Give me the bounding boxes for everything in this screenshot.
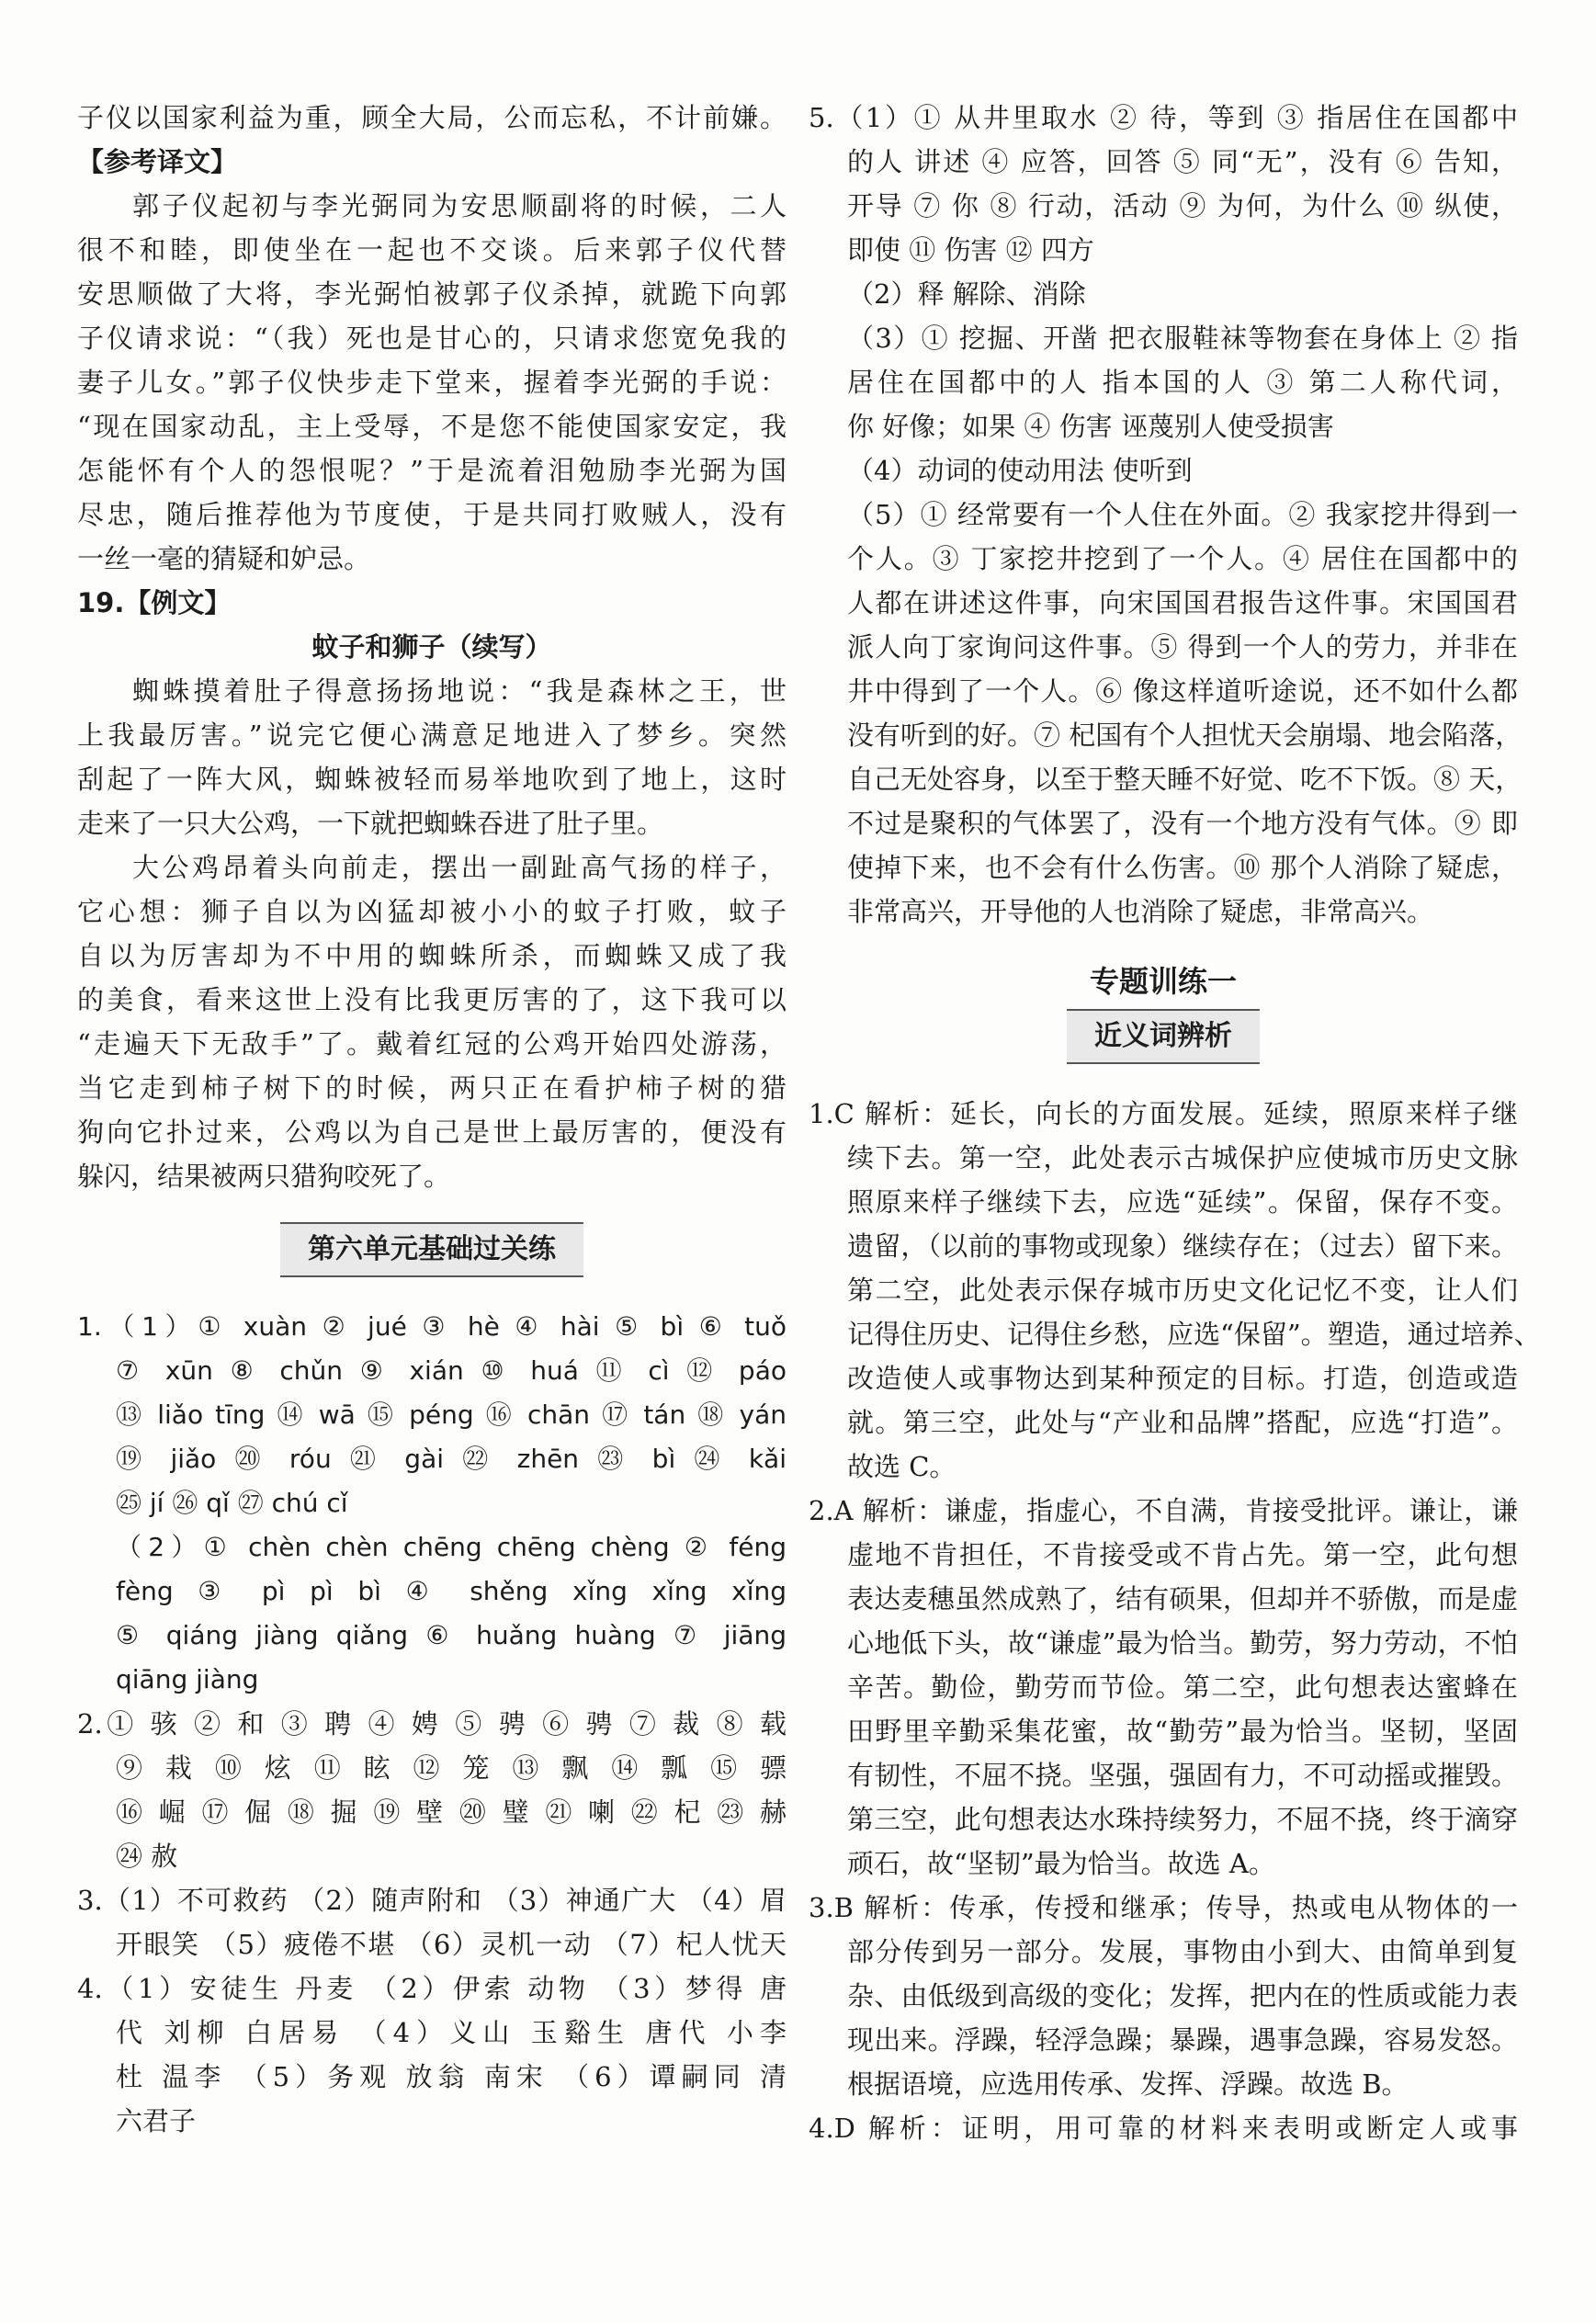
topic-title: 专题训练一: [1089, 964, 1237, 999]
text-line: 它心想：狮子自以为凶猛却被小小的蚊子打败，蚊子: [77, 896, 787, 927]
pinyin-line: ⑲ jiǎo ⑳ róu ㉑ gài ㉒ zhēn ㉓ bì ㉔ kǎi: [116, 1444, 787, 1474]
char-line: ⑨ 栽 ⑩ 炫 ⑪ 眩 ⑫ 笼 ⑬ 飘 ⑭ 瓢 ⑮ 骠: [116, 1752, 787, 1784]
pinyin-line: ⑤ qiáng jiàng qiǎng ⑥ huǎng huàng ⑦ jiāng: [116, 1620, 787, 1650]
answer-line: 部分传到另一部分。发展，事物由小到大、由简单到复: [847, 1936, 1518, 1967]
answer-line: 心地低下头，故“谦虚”最为恰当。勤劳，努力劳动，不怕: [847, 1627, 1518, 1659]
text-line: “走遍天下无敌手”了。戴着红冠的公鸡开始四处游荡，: [77, 1028, 787, 1060]
text-line: 居住在国都中的人 指本国的人 ③ 第二人称代词，: [847, 367, 1518, 398]
text-line: “现在国家动乱，主上受辱，不是您不能使国家安定，我: [77, 411, 787, 442]
essay-title: 蚊子和狮子（续写）: [311, 631, 552, 663]
text-line: 安思顺做了大将，李光弼怕被郭子仪杀掉，就跪下向郭: [77, 278, 787, 310]
text-line: 派人向丁家询问这件事。⑤ 得到一个人的劳力，并非在: [847, 631, 1518, 663]
answer-line: 第三空，此句想表达水珠持续努力，不屈不挠，终于滴穿: [847, 1804, 1518, 1835]
text-line: 的美食，看来这世上没有比我更厉害的了，这下我可以: [77, 984, 787, 1015]
text-line: 一丝一毫的猜疑和妒忌。: [77, 543, 371, 574]
answer-line: 续下去。第一空，此处表示古城保护应使城市历史文脉: [847, 1142, 1518, 1173]
answer-line: 记得住历史、记得住乡愁，应选“保留”。塑造，通过培养、: [847, 1319, 1541, 1350]
answer-line: 第二空，此处表示保存城市历史文化记忆不变，让人们: [847, 1275, 1518, 1306]
text-line: 自己无处容身，以至于整天睡不好觉、吃不下饭。⑧ 天，: [847, 764, 1522, 795]
topic-subtitle-header: [809, 1009, 1518, 1068]
text-line: 没有听到的好。⑦ 杞国有个人担忧天会崩塌、地会陷落，: [847, 720, 1522, 751]
text-line: 子仪以国家利益为重，顾全大局，公而忘私，不计前嫌。: [77, 102, 787, 133]
answer-line: 1.C 解析：延长，向长的方面发展。延续，照原来样子继: [809, 1098, 1518, 1129]
pinyin-line: qiāng jiàng: [116, 1664, 259, 1694]
text-line: 人都在讲述这件事，向宋国国君报告这件事。宋国国君: [847, 587, 1518, 618]
left-column: [77, 96, 787, 2143]
text-line: 使掉下来，也不会有什么伤害。⑩ 那个人消除了疑虑，: [847, 852, 1518, 883]
answer-line: 4.D 解析：证明，用可靠的材料来表明或断定人或事: [809, 2113, 1518, 2144]
text-line: （3）① 挖掘、开凿 把衣服鞋袜等物套在身体上 ② 指: [847, 323, 1518, 354]
unit-six-section-header: [77, 1222, 787, 1281]
pinyin-line: （2）① chèn chèn chēng chēng chèng ② féng: [116, 1532, 787, 1562]
answer-line: 改造使人或事物达到某种预定的目标。打造，创造或造: [847, 1363, 1518, 1394]
author-line: 六君子: [116, 2105, 197, 2136]
author-line: 4.（1）安徒生 丹麦 （2）伊索 动物 （3）梦得 唐: [77, 1973, 787, 2004]
unit-title: 第六单元基础过关练: [280, 1222, 583, 1277]
text-line: （4）动词的使动用法 使听到: [847, 455, 1193, 486]
text-line: 很不和睦，即使坐在一起也不交谈。后来郭子仪代替: [77, 234, 787, 266]
answer-line: 就。第三空，此处与“产业和品牌”搭配，应选“打造”。: [847, 1407, 1518, 1438]
answer-line: 根据语境，应选用传承、发挥、浮躁。故选 B。: [847, 2068, 1409, 2100]
text-line: 自以为厉害却为不中用的蜘蛛所杀，而蜘蛛又成了我: [77, 940, 787, 971]
pinyin-line: ㉕ jí ㉖ qǐ ㉗ chú cǐ: [116, 1488, 348, 1518]
answer-line: 故选 C。: [847, 1451, 956, 1482]
text-line: 躲闪，结果被两只猎狗咬死了。: [77, 1161, 451, 1192]
text-line: 怎能怀有个人的怨恨呢？”于是流着泪勉励李光弼为国: [77, 455, 787, 486]
answer-line: 遗留，（以前的事物或现象）继续存在；（过去）留下来。: [847, 1230, 1518, 1262]
text-line: 大公鸡昂着头向前走，摆出一副趾高气扬的样子，: [132, 852, 787, 883]
answer-line: 虚地不肯担任，不肯接受或不肯占先。第一空，此句想: [847, 1539, 1518, 1570]
question-19-heading: 19.【例文】: [77, 587, 232, 618]
pinyin-line: fèng ③ pì pì bì ④ shěng xǐng xǐng xǐng: [116, 1576, 787, 1606]
text-line: 非常高兴，开导他的人也消除了疑虑，非常高兴。: [847, 896, 1434, 927]
answer-line: 照原来样子继续下去，应选“延续”。保留，保存不变。: [847, 1186, 1518, 1218]
text-line: 井中得到了一个人。⑥ 像这样道听途说，还不如什么都: [847, 675, 1518, 707]
text-line: 即使 ⑪ 伤害 ⑫ 四方: [847, 234, 1094, 266]
author-line: 杜 温李 （5）务观 放翁 南宋 （6）谭嗣同 清: [116, 2061, 787, 2092]
pinyin-line: ⑦ xūn ⑧ chǔn ⑨ xián ⑩ huá ⑪ cì ⑫ páo: [116, 1355, 787, 1386]
idiom-line: 3.（1）不可救药 （2）随声附和 （3）神通广大 （4）眉: [77, 1885, 787, 1916]
answer-line: 辛苦。勤俭，勤劳而节俭。第二空，此句想表达蜜蜂在: [847, 1671, 1518, 1703]
pinyin-line: 1.（1）① xuàn ② jué ③ hè ④ hài ⑤ bì ⑥ tuǒ: [77, 1311, 787, 1342]
answer-line: 顽石，故“坚韧”最为恰当。故选 A。: [847, 1848, 1275, 1879]
char-line: ㉔ 赦: [116, 1841, 178, 1872]
text-line: 的人 讲述 ④ 应答，回答 ⑤ 同“无”，没有 ⑥ 告知，: [847, 146, 1518, 177]
text-line: 蜘蛛摸着肚子得意扬扬地说：“我是森林之王，世: [132, 675, 787, 707]
pinyin-line: ⑬ liǎo tīng ⑭ wā ⑮ péng ⑯ chān ⑰ tán ⑱ yán: [116, 1399, 787, 1430]
idiom-line: 开眼笑 （5）疲倦不堪 （6）灵机一动 （7）杞人忧天: [116, 1929, 787, 1960]
text-line: 尽忠，随后推荐他为节度使，于是共同打败贼人，没有: [77, 499, 787, 530]
text-line: 5.（1）① 从井里取水 ② 待，等到 ③ 指居住在国都中: [809, 102, 1518, 133]
author-line: 代 刘柳 白居易 （4）义山 玉谿生 唐代 小李: [116, 2017, 787, 2048]
right-column: [809, 96, 1541, 2150]
text-line: （5）① 经常要有一个人住在外面。② 我家挖井得到一: [847, 499, 1518, 530]
topic-subtitle: 近义词辨析: [1067, 1009, 1260, 1064]
answer-line: 杂、由低级到高级的变化；发挥，把内在的性质或能力表: [847, 1980, 1518, 2011]
text-line: 不过是聚积的气体罢了，没有一个地方没有气体。⑨ 即: [847, 808, 1518, 839]
answer-line: 有韧性，不屈不挠。坚强，强固有力，不可动摇或摧毁。: [847, 1760, 1518, 1791]
char-line: 2.① 骇 ② 和 ③ 聘 ④ 娉 ⑤ 骋 ⑥ 骋 ⑦ 裁 ⑧ 载: [77, 1708, 787, 1739]
answer-line: 3.B 解析：传承，传授和继承；传导，热或电从物体的一: [809, 1892, 1518, 1923]
text-line: 妻子儿女。”郭子仪快步走下堂来，握着李光弼的手说：: [77, 367, 787, 398]
text-line: 走来了一只大公鸡，一下就把蜘蛛吞进了肚子里。: [77, 808, 664, 839]
answer-line: 表达麦穗虽然成熟了，结有硕果，但却并不骄傲，而是虚: [847, 1583, 1518, 1615]
answer-line: 2.A 解析：谦虚，指虚心，不自满，肯接受批评。谦让，谦: [809, 1495, 1518, 1526]
text-line: 刮起了一阵大风，蜘蛛被轻而易举地吹到了地上，这时: [77, 764, 787, 795]
reference-translation-heading: 【参考译文】: [77, 146, 238, 177]
text-line: 当它走到柿子树下的时候，两只正在看护柿子树的猎: [77, 1072, 787, 1104]
text-line: 郭子仪起初与李光弼同为安思顺副将的时候，二人: [132, 190, 787, 221]
text-line: 开导 ⑦ 你 ⑧ 行动，活动 ⑨ 为何，为什么 ⑩ 纵使，: [847, 190, 1518, 221]
text-line: 上我最厉害。”说完它便心满意足地进入了梦乡。突然: [77, 720, 787, 751]
char-line: ⑯ 崛 ⑰ 倔 ⑱ 掘 ⑲ 壁 ⑳ 璧 ㉑ 喇 ㉒ 杞 ㉓ 赫: [116, 1796, 787, 1828]
text-line: 你 好像；如果 ④ 伤害 诬蔑别人使受损害: [847, 411, 1334, 442]
text-line: （2）释 解除、消除: [847, 278, 1086, 310]
text-line: 个人。③ 丁家挖井挖到了一个人。④ 居住在国都中的: [847, 543, 1518, 574]
answer-line: 现出来。浮躁，轻浮急躁；暴躁，遇事急躁，容易发怒。: [847, 2024, 1518, 2056]
answer-line: 田野里辛勤采集花蜜，故“勤劳”最为恰当。坚韧，坚固: [847, 1716, 1518, 1747]
text-line: 狗向它扑过来，公鸡以为自己是世上最厉害的，便没有: [77, 1116, 787, 1148]
text-line: 子仪请求说：“（我）死也是甘心的，只请求您宽免我的: [77, 323, 787, 354]
